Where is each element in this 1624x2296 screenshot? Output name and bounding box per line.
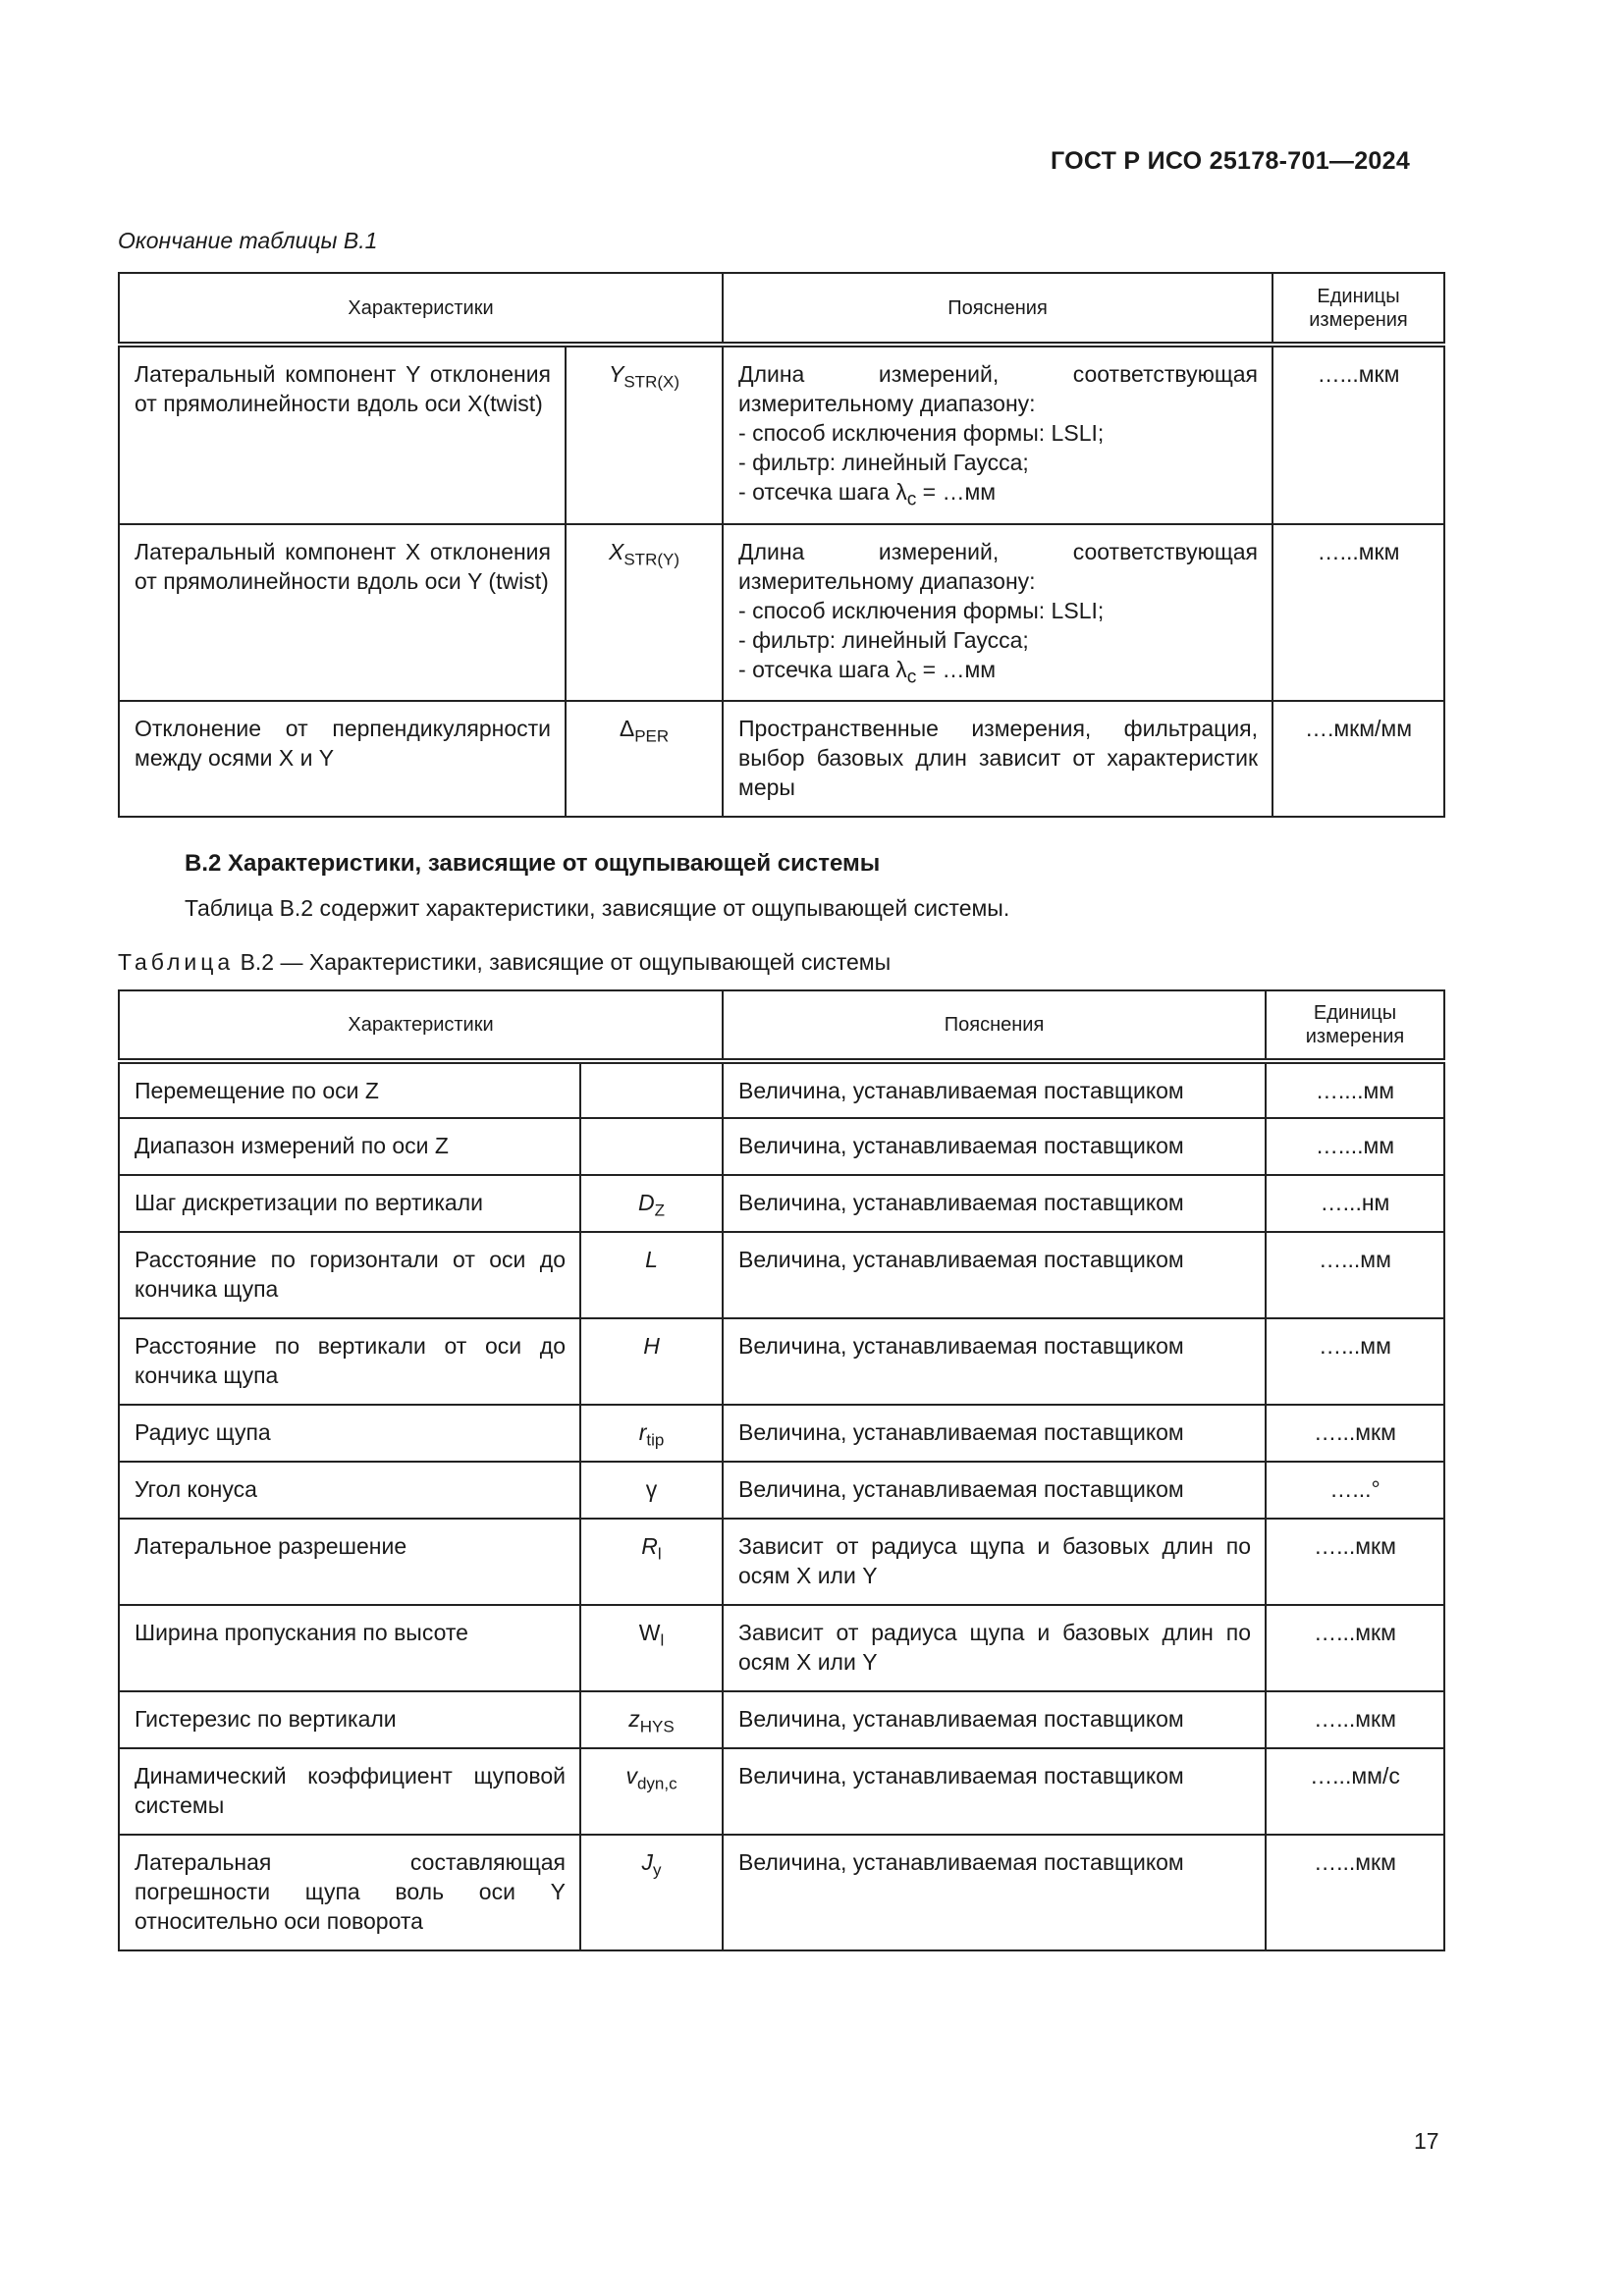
explanation: Величина, устанавливаемая поставщиком [723, 1118, 1266, 1175]
symbol: L [580, 1232, 723, 1318]
unit: …...мкм [1266, 1405, 1444, 1462]
characteristic-name: Диапазон измерений по оси Z [119, 1118, 580, 1175]
table-row [119, 1605, 1444, 1691]
unit: …...мм/с [1266, 1748, 1444, 1835]
explanation: Величина, устанавливаемая поставщиком [723, 1175, 1266, 1232]
characteristic-name: Радиус щупа [119, 1405, 580, 1462]
symbol [580, 1061, 723, 1118]
header-characteristics: Характеристики [119, 273, 723, 345]
unit: …...нм [1266, 1175, 1444, 1232]
table-row [119, 1835, 1444, 1950]
table-row [119, 1748, 1444, 1835]
characteristic-name: Шаг дискретизации по вертикали [119, 1175, 580, 1232]
symbol: $R_l$ [580, 1519, 723, 1605]
table-b1-continued [118, 272, 1445, 818]
table-row [119, 524, 1444, 702]
section-paragraph: Таблица В.2 содержит характеристики, зависящие от ощупывающей системы. [185, 895, 1010, 921]
header-units: Единицы измерения [1266, 990, 1444, 1061]
symbol: γ [580, 1462, 723, 1519]
characteristic-name: Ширина пропускания по высоте [119, 1605, 580, 1691]
characteristic-name: Латеральное разрешение [119, 1519, 580, 1605]
characteristic-name: Расстояние по вертикали от оси до кончика щупа [119, 1318, 580, 1405]
table-row [119, 1462, 1444, 1519]
section-title: В.2 Характеристики, зависящие от ощупывающей системы [185, 850, 881, 877]
explanation: Величина, устанавливаемая поставщиком [723, 1061, 1266, 1118]
unit: …...мкм [1266, 1691, 1444, 1748]
table-row [119, 1175, 1444, 1232]
explanation: Величина, устанавливаемая поставщиком [723, 1232, 1266, 1318]
explanation: Величина, устанавливаемая поставщиком [723, 1691, 1266, 1748]
unit: …...мкм [1272, 524, 1444, 702]
unit: …...мм [1266, 1318, 1444, 1405]
table-row [119, 1318, 1444, 1405]
symbol: $r_{tip}$ [580, 1405, 723, 1462]
explanation: Величина, устанавливаемая поставщиком [723, 1318, 1266, 1405]
explanation: Величина, устанавливаемая поставщиком [723, 1835, 1266, 1950]
characteristic-name: Перемещение по оси Z [119, 1061, 580, 1118]
explanation: Величина, устанавливаемая поставщиком [723, 1405, 1266, 1462]
symbol: $W_l$ [580, 1605, 723, 1691]
characteristic-name: Отклонение от перпендикулярности между осями X и Y [119, 701, 566, 817]
table-row [119, 1691, 1444, 1748]
unit: …...мм [1266, 1232, 1444, 1318]
unit: …....мм [1266, 1118, 1444, 1175]
explanation: Зависит от радиуса щупа и базовых длин по осям X или Y [723, 1605, 1266, 1691]
unit: …...мкм [1266, 1835, 1444, 1950]
unit: ….мкм/мм [1272, 701, 1444, 817]
symbol: $v_{dyn,c}$ [580, 1748, 723, 1835]
unit: …...мкм [1266, 1605, 1444, 1691]
symbol: $D_Z$ [580, 1175, 723, 1232]
table-b2 [118, 989, 1445, 1951]
explanation: Величина, устанавливаемая поставщиком [723, 1462, 1266, 1519]
characteristic-name: Расстояние по горизонтали от оси до кончика щупа [119, 1232, 580, 1318]
table-row [119, 345, 1444, 524]
table-row [119, 1232, 1444, 1318]
symbol: $J_y$ [580, 1835, 723, 1950]
table-row [119, 1118, 1444, 1175]
document-header: ГОСТ Р ИСО 25178-701—2024 [1051, 147, 1411, 175]
table-row [119, 1405, 1444, 1462]
symbol: $X_{STR(Y)}$ [566, 524, 723, 702]
table-row [119, 1519, 1444, 1605]
table1-caption: Окончание таблицы В.1 [118, 228, 378, 253]
header-units: Единицы измерения [1272, 273, 1444, 345]
unit: …...° [1266, 1462, 1444, 1519]
header-characteristics: Характеристики [119, 990, 723, 1061]
symbol: $Y_{STR(X)}$ [566, 345, 723, 524]
unit: …...мкм [1266, 1519, 1444, 1605]
explanation: Пространственные измерения, фильтрация, выбор базовых длин зависит от характеристик меры [723, 701, 1272, 817]
characteristic-name: Угол конуса [119, 1462, 580, 1519]
unit: …....мм [1266, 1061, 1444, 1118]
explanation: Зависит от радиуса щупа и базовых длин по осям X или Y [723, 1519, 1266, 1605]
characteristic-name: Динамический коэффициент щуповой системы [119, 1748, 580, 1835]
header-explanations: Пояснения [723, 273, 1272, 345]
characteristic-name: Латеральная составляющая погрешности щупа воль оси Y относительно оси поворота [119, 1835, 580, 1950]
page-number: 17 [1414, 2128, 1439, 2154]
characteristic-name: Гистерезис по вертикали [119, 1691, 580, 1748]
explanation: Длина измерений, соответствующая измерительному диапазону: - способ исключения формы: LSLI; - фильтр: линейный Гаусса; - отсечка шага $\lambda_c$ = …мм [723, 345, 1272, 524]
explanation: Длина измерений, соответствующая измерительному диапазону: - способ исключения формы: LSLI; - фильтр: линейный Гаусса; - отсечка шага $\lambda_c$ = …мм [723, 524, 1272, 702]
table2-caption: Таблица В.2 — Характеристики, зависящие от ощупывающей системы [118, 949, 892, 975]
symbol: $\Delta_{PER}$ [566, 701, 723, 817]
symbol: H [580, 1318, 723, 1405]
explanation: Величина, устанавливаемая поставщиком [723, 1748, 1266, 1835]
characteristic-name: Латеральный компонент Y отклонения от прямолинейности вдоль оси X(twist) [119, 345, 566, 524]
table-row [119, 1061, 1444, 1118]
characteristic-name: Латеральный компонент X отклонения от прямолинейности вдоль оси Y (twist) [119, 524, 566, 702]
table-row [119, 701, 1444, 817]
header-explanations: Пояснения [723, 990, 1266, 1061]
symbol: $z_{HYS}$ [580, 1691, 723, 1748]
unit: …...мкм [1272, 345, 1444, 524]
symbol [580, 1118, 723, 1175]
